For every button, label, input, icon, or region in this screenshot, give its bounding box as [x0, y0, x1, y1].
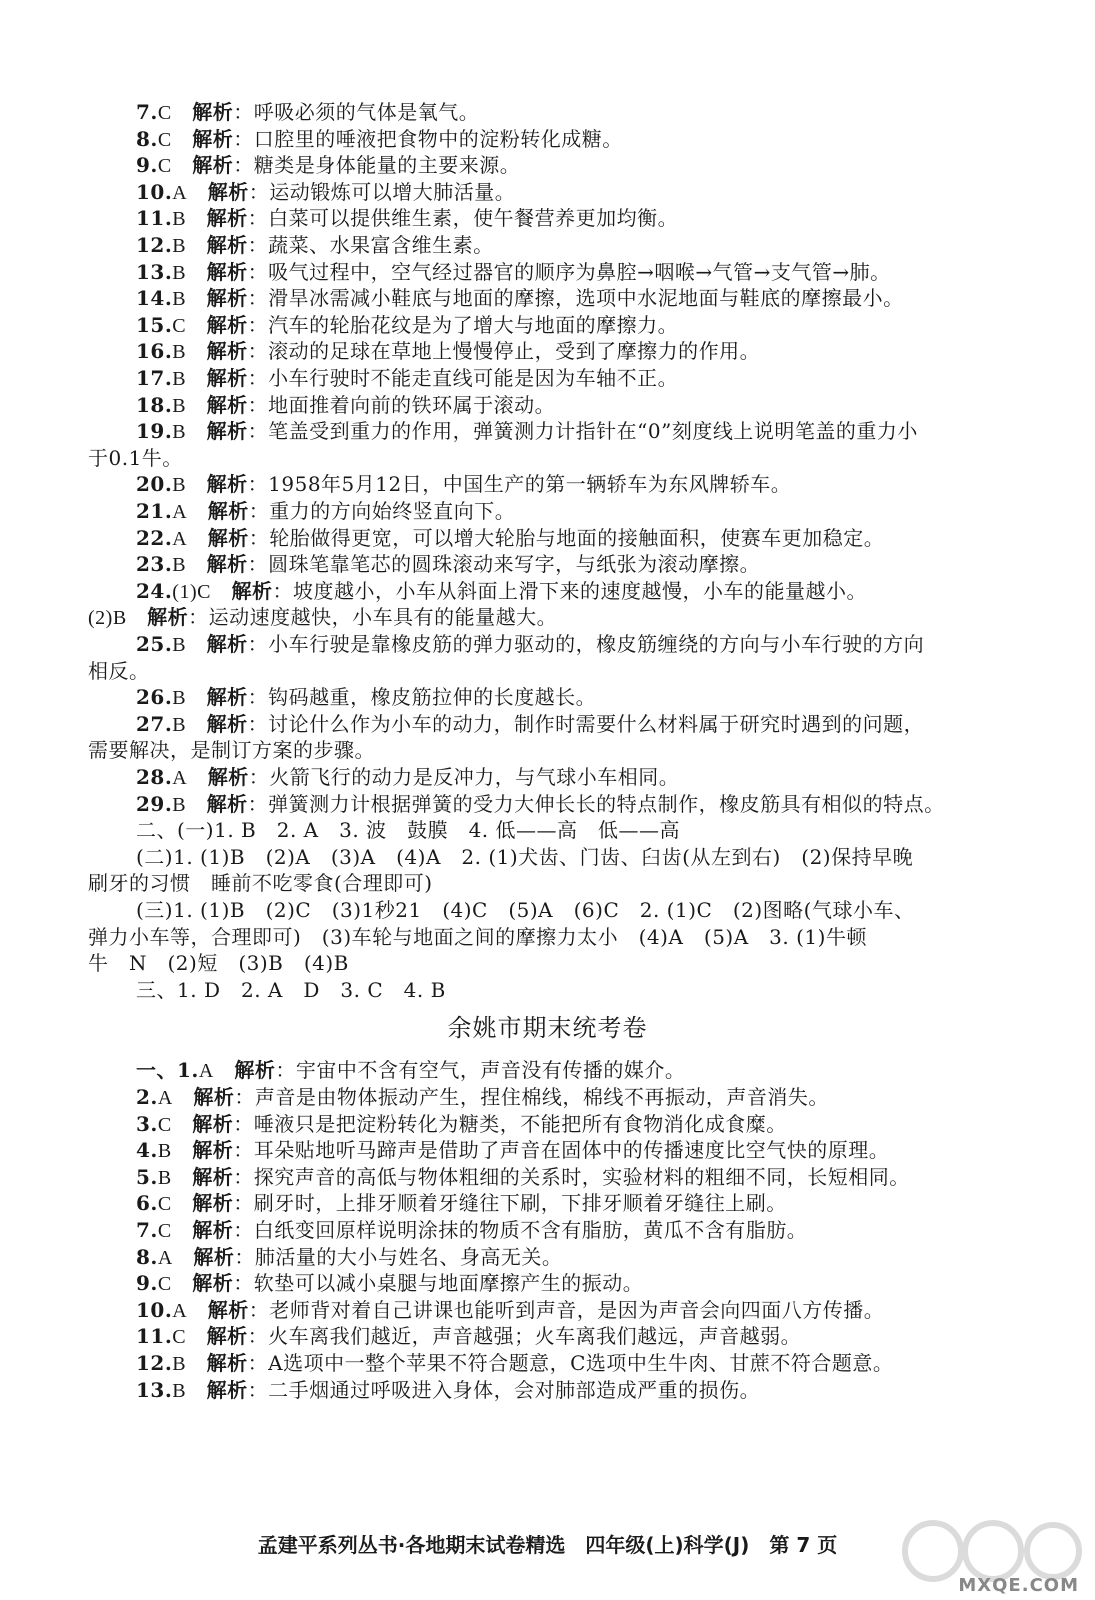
analysis-text: ：滚动的足球在草地上慢慢停止，受到了摩擦力的作用。	[247, 339, 761, 364]
part2-line	[88, 950, 349, 976]
analysis-label: 解析	[206, 552, 248, 577]
line-text: 二、(一)1. B 2. A 3. 波 鼓膜 4. 低——高 低——高	[136, 818, 681, 843]
item-number: 13.	[136, 259, 173, 284]
analysis-text: ：火箭飞行的动力是反冲力，与气球小车相同。	[248, 765, 680, 789]
analysis-text: ：老师背对着自己讲课也能听到声音，是因为声音会向四面八方传播。	[248, 1297, 885, 1322]
analysis-label: 解析	[193, 1244, 235, 1269]
answer-line	[136, 791, 945, 818]
item-number: 一、1.	[136, 1058, 199, 1083]
analysis-label: 解析	[206, 791, 248, 816]
item-number: 2.	[136, 1085, 158, 1109]
answer-line	[136, 1057, 685, 1084]
answer-line	[136, 99, 479, 126]
part2-line	[88, 924, 867, 950]
analysis-label: 解析	[192, 126, 234, 151]
analysis-label: 解析	[231, 578, 273, 603]
analysis-text: 相反。	[88, 658, 150, 683]
analysis-text: ：口腔里的唾液把食物中的淀粉转化成糖。	[233, 126, 623, 151]
analysis-text: ：吸气过程中，空气经过器官的顺序为鼻腔→咽喉→气管→支气管→肺。	[247, 259, 891, 284]
answer-line	[136, 525, 884, 552]
analysis-text: ：刷牙时，上排牙顺着牙缝往下刷，下排牙顺着牙缝往上刷。	[233, 1191, 787, 1216]
item-number: 19.	[136, 419, 173, 444]
answer-line-continuation	[88, 658, 150, 684]
analysis-text: ：肺活量的大小与姓名、身高无关。	[234, 1244, 563, 1269]
section-title	[0, 1013, 1095, 1043]
analysis-text: ：宇宙中不含有空气，声音没有传播的媒介。	[275, 1058, 686, 1083]
answer-choice: A	[157, 1246, 173, 1269]
analysis-label: 解析	[206, 339, 248, 364]
analysis-text: ：汽车的轮胎花纹是为了增大与地面的摩擦力。	[247, 312, 679, 337]
line-text: 弹力小车等，合理即可) (3)车轮与地面之间的摩擦力太小 (4)A (5)A 3. (1)牛顿	[88, 924, 867, 949]
answer-choice: B	[172, 554, 187, 577]
analysis-text: 需要解决，是制订方案的步骤。	[88, 738, 375, 763]
answer-line	[136, 152, 520, 179]
answer-choice: A	[172, 767, 188, 789]
answer-choice: B	[172, 341, 187, 364]
answer-line	[136, 1297, 884, 1324]
item-number: 28.	[136, 765, 173, 789]
analysis-label: 解析	[206, 632, 248, 656]
item-number: 23.	[136, 552, 173, 577]
answer-line	[136, 711, 924, 738]
analysis-label: 解析	[192, 1271, 234, 1296]
answer-choice: C	[172, 314, 187, 337]
analysis-label: 解析	[192, 1218, 234, 1242]
answer-line	[136, 1350, 893, 1377]
answer-line	[136, 126, 623, 153]
answer-choice: B	[172, 687, 187, 710]
item-number: 4.	[136, 1138, 158, 1163]
answer-choice: (1)C	[172, 580, 211, 603]
watermark-text: MXQE.COM	[958, 1575, 1079, 1596]
item-number: 24.	[136, 578, 173, 603]
analysis-label: 解析	[206, 366, 248, 390]
analysis-label: 解析	[206, 392, 248, 417]
item-number: 7.	[136, 100, 158, 124]
answer-choice: A	[157, 1087, 173, 1109]
item-number: 22.	[136, 525, 173, 550]
answer-choice: C	[157, 1193, 172, 1216]
answer-line	[136, 1323, 801, 1350]
answer-line	[88, 604, 557, 631]
answer-line	[136, 338, 760, 365]
item-number: 7.	[136, 1218, 158, 1242]
answer-line	[136, 365, 678, 392]
analysis-text: ：重力的方向始终竖直向下。	[248, 499, 516, 523]
item-number: 18.	[136, 392, 173, 417]
analysis-text: ：运动锻炼可以增大肺活量。	[248, 179, 516, 204]
answer-choice: (2)B	[88, 607, 127, 630]
answer-line	[136, 1137, 889, 1164]
answer-choice: A	[172, 527, 188, 550]
item-number: 8.	[136, 1244, 158, 1269]
answer-line	[136, 498, 515, 525]
analysis-text: ：软垫可以减小桌腿与地面摩擦产生的振动。	[233, 1271, 644, 1296]
analysis-text: ：坡度越小，小车从斜面上滑下来的速度越慢，小车的能量越小。	[272, 578, 867, 603]
analysis-label: 解析	[206, 1377, 248, 1402]
analysis-label: 解析	[206, 685, 248, 710]
analysis-label: 解析	[206, 312, 248, 337]
answer-choice: B	[172, 288, 187, 311]
analysis-label: 解析	[207, 525, 249, 550]
answer-choice: B	[157, 1140, 172, 1163]
analysis-text: ：糖类是身体能量的主要来源。	[233, 153, 521, 178]
answer-line	[136, 1217, 807, 1244]
analysis-text: ：二手烟通过呼吸进入身体，会对肺部造成严重的损伤。	[247, 1377, 761, 1402]
answer-line	[136, 631, 924, 658]
item-number: 21.	[136, 499, 173, 523]
page-footer: 孟建平系列丛书·各地期末试卷精选 四年级(上)科学(J) 第 7 页	[257, 1533, 838, 1557]
analysis-text: ：小车行驶是靠橡皮筋的弹力驱动的，橡皮筋缠绕的方向与小车行驶的方向	[247, 632, 925, 656]
answer-line	[136, 179, 515, 206]
analysis-label: 解析	[234, 1058, 276, 1083]
line-text: 牛 N (2)短 (3)B (4)B	[88, 951, 349, 976]
item-number: 16.	[136, 339, 173, 364]
analysis-label: 解析	[192, 1138, 234, 1163]
answer-choice: B	[172, 713, 187, 736]
answer-line	[136, 1377, 760, 1404]
answer-line-continuation	[88, 445, 183, 471]
analysis-label: 解析	[192, 1111, 234, 1136]
analysis-text: ：小车行驶时不能走直线可能是因为车轴不正。	[247, 366, 679, 390]
answer-choice: C	[157, 1273, 172, 1296]
answer-line	[136, 551, 760, 578]
item-number: 11.	[136, 206, 173, 231]
answer-line	[136, 259, 891, 286]
analysis-text: ：声音是由物体振动产生，捏住棉线，棉线不再振动，声音消失。	[234, 1085, 829, 1109]
answer-choice: B	[172, 474, 187, 497]
line-text: 三、1. D 2. A D 3. C 4. B	[136, 977, 446, 1002]
answer-line	[136, 1164, 910, 1191]
analysis-label: 解析	[206, 472, 248, 497]
analysis-text: ：唾液只是把淀粉转化为糖类，不能把所有食物消化成食糜。	[233, 1111, 787, 1136]
line-text: 刷牙的习惯 睡前不吃零食(合理即可)	[88, 871, 433, 896]
item-number: 3.	[136, 1111, 158, 1136]
item-number: 11.	[136, 1324, 173, 1349]
answer-line	[136, 1111, 787, 1138]
analysis-text: ：讨论什么作为小车的动力，制作时需要什么材料属于研究时遇到的问题，	[247, 711, 925, 736]
answer-choice: B	[172, 1353, 187, 1375]
item-number: 10.	[136, 1297, 173, 1322]
answer-choice: C	[157, 1113, 172, 1136]
analysis-text: 于0.1牛。	[88, 445, 183, 470]
analysis-text: ：探究声音的高低与物体粗细的关系时，实验材料的粗细不同，长短相同。	[233, 1164, 910, 1189]
item-number: 14.	[136, 286, 173, 311]
answer-line	[136, 232, 494, 259]
answer-choice: B	[172, 394, 187, 417]
analysis-text: ：耳朵贴地听马蹄声是借助了声音在固体中的传播速度比空气快的原理。	[233, 1138, 890, 1163]
answer-choice: A	[172, 181, 188, 204]
item-number: 17.	[136, 366, 173, 390]
section-title-text: 余姚市期末统考卷	[447, 1014, 648, 1043]
answer-line-continuation	[88, 737, 375, 763]
analysis-label: 解析	[206, 1324, 248, 1349]
answer-line	[136, 285, 904, 312]
answer-choice: A	[172, 501, 188, 523]
answer-line	[136, 578, 867, 605]
analysis-label: 解析	[192, 100, 234, 124]
analysis-label: 解析	[207, 179, 249, 204]
analysis-text: ：钩码越重，橡皮筋拉伸的长度越长。	[247, 685, 597, 710]
answer-line	[136, 764, 679, 791]
answer-line	[136, 392, 555, 419]
analysis-text: ：弹簧测力计根据弹簧的受力大伸长长的特点制作，橡皮筋具有相似的特点。	[247, 791, 945, 816]
analysis-label: 解析	[206, 419, 248, 444]
item-number: 29.	[136, 791, 173, 816]
line-text: (二)1. (1)B (2)A (3)A (4)A 2. (1)犬齿、门齿、臼齿(从左到右) (2)保持早晚	[136, 844, 914, 869]
item-number: 9.	[136, 153, 158, 178]
answer-choice: B	[157, 1166, 172, 1189]
item-number: 26.	[136, 685, 173, 710]
line-text: (三)1. (1)B (2)C (3)1秒21 (4)C (5)A (6)C 2. (1)C (2)图略(气球小车、	[136, 898, 915, 922]
item-number: 8.	[136, 126, 158, 151]
answer-choice: C	[157, 128, 172, 151]
analysis-text: ：地面推着向前的铁环属于滚动。	[247, 392, 556, 417]
analysis-text: ：蔬菜、水果富含维生素。	[247, 233, 494, 257]
analysis-text: ：轮胎做得更宽，可以增大轮胎与地面的接触面积，使赛车更加稳定。	[248, 525, 885, 550]
analysis-label: 解析	[206, 233, 248, 257]
item-number: 12.	[136, 1351, 173, 1375]
analysis-text: ：滑旱冰需减小鞋底与地面的摩擦，选项中水泥地面与鞋底的摩擦最小。	[247, 286, 904, 311]
answer-choice: B	[172, 261, 187, 284]
item-number: 13.	[136, 1377, 173, 1402]
part2-line	[136, 897, 914, 923]
analysis-text: ：笔盖受到重力的作用，弹簧测力计指针在“0”刻度线上说明笔盖的重力小	[247, 419, 918, 444]
part2-line	[88, 870, 433, 896]
answer-choice: B	[172, 793, 187, 816]
analysis-label: 解析	[206, 1351, 248, 1375]
analysis-text: ：呼吸必须的气体是氧气。	[233, 100, 480, 124]
analysis-text: ：A选项中一整个苹果不符合题意，C选项中生牛肉、甘蔗不符合题意。	[247, 1351, 894, 1375]
analysis-text: ：1958年5月12日，中国生产的第一辆轿车为东风牌轿车。	[247, 472, 792, 497]
item-number: 20.	[136, 472, 173, 497]
analysis-text: ：白纸变回原样说明涂抹的物质不含有脂肪，黄瓜不含有脂肪。	[233, 1218, 808, 1242]
answer-line	[136, 1084, 829, 1111]
analysis-text: ：白菜可以提供维生素，使午餐营养更加均衡。	[247, 206, 679, 231]
answer-choice: B	[172, 634, 187, 656]
analysis-label: 解析	[207, 1297, 249, 1322]
analysis-label: 解析	[206, 206, 248, 231]
item-number: 12.	[136, 233, 173, 257]
analysis-text: ：火车离我们越近，声音越强；火车离我们越远，声音越弱。	[247, 1324, 802, 1349]
item-number: 15.	[136, 312, 173, 337]
analysis-label: 解析	[192, 1191, 234, 1216]
analysis-label: 解析	[192, 153, 234, 178]
part3-line	[136, 977, 446, 1003]
analysis-label: 解析	[206, 711, 248, 736]
analysis-label: 解析	[193, 1085, 235, 1109]
answer-choice: C	[157, 155, 172, 178]
item-number: 9.	[136, 1271, 158, 1296]
item-number: 27.	[136, 711, 173, 736]
answer-line	[136, 418, 918, 445]
answer-line	[136, 1270, 643, 1297]
item-number: 10.	[136, 179, 173, 204]
answer-choice: A	[172, 1299, 188, 1322]
analysis-text: ：圆珠笔靠笔芯的圆珠滚动来写字，与纸张为滚动摩擦。	[247, 552, 761, 577]
analysis-label: 解析	[206, 259, 248, 284]
answer-choice: C	[157, 102, 172, 124]
answer-line	[136, 1244, 562, 1271]
answer-line	[136, 312, 678, 339]
answer-choice: B	[172, 208, 187, 231]
analysis-text: ：运动速度越快，小车具有的能量越大。	[188, 605, 558, 630]
answer-line	[136, 471, 791, 498]
part2-line	[136, 817, 680, 843]
analysis-label: 解析	[192, 1164, 234, 1189]
analysis-label: 解析	[206, 286, 248, 311]
answer-choice: B	[172, 1379, 187, 1402]
answer-line	[136, 1190, 787, 1217]
answer-choice: C	[157, 1220, 172, 1242]
answer-line	[136, 684, 596, 711]
analysis-label: 解析	[207, 499, 249, 523]
answer-choice: B	[172, 235, 187, 257]
answer-choice: B	[172, 421, 187, 444]
analysis-label: 解析	[207, 765, 249, 789]
answer-choice: B	[172, 368, 187, 390]
item-number: 6.	[136, 1191, 158, 1216]
answer-line	[136, 205, 678, 232]
part2-line	[136, 844, 913, 870]
item-number: 25.	[136, 632, 173, 656]
analysis-label: 解析	[147, 605, 189, 630]
answer-choice: C	[172, 1326, 187, 1349]
answer-choice: A	[198, 1060, 214, 1083]
item-number: 5.	[136, 1164, 158, 1189]
